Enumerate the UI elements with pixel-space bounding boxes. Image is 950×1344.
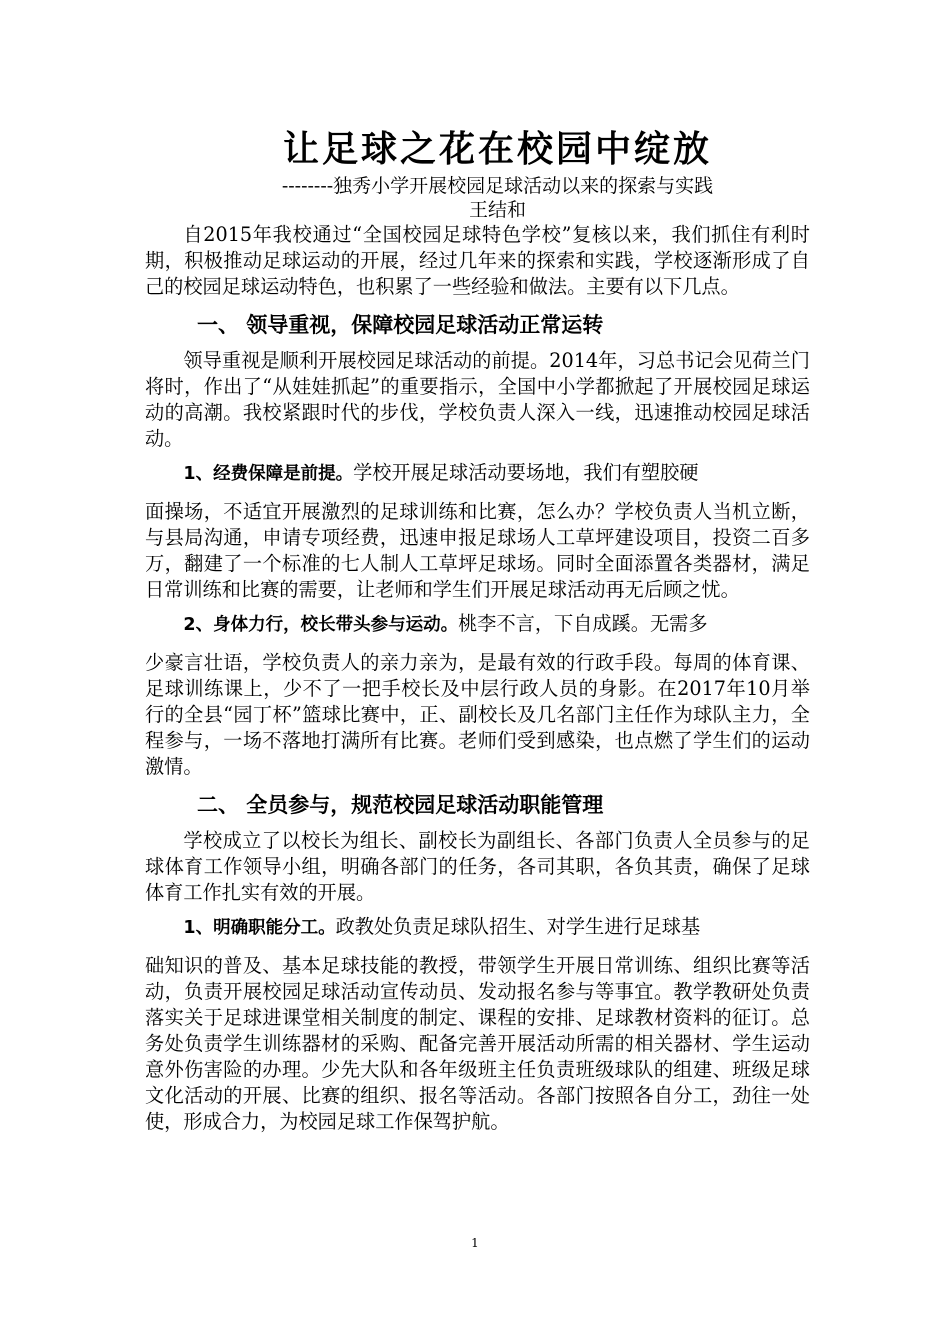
section-2-item-1-body: 础知识的普及、基本足球技能的教授，带领学生开展日常训练、组织比赛等活动，负责开展校园足球活动宣传动员、发动报名参与等事宜。教学教研处负责落实关于足球进课堂相关制度的制定、课程的安排、足球教材资料的征订。总务处负责学生训练器材的采购、配备完善开展活动所需的相关器材、学生运动意外伤害险的办理。少先大队和各年级班主任负责班级球队的组建、班级足球文化活动的开展、比赛的组织、报名等活动。各部门按照各自分工，劲往一处使，形成合力，为校园足球工作保驾护航。 [145,954,810,1133]
section-1-paragraph: 领导重视是顺利开展校园足球活动的前提。2014年，习总书记会见荷兰门将时，作出了“从娃娃抓起”的重要指示，全国中小学都掀起了开展校园足球运动的高潮。我校紧跟时代的步伐，学校负责人深入一线，迅速推动校园足球活动。 [145,349,810,450]
section-1-item-1-lead: 1、经费保障是前提。 [183,464,354,484]
intro-paragraph: 自2015年我校通过“全国校园足球特色学校”复核以来，我们抓住有利时期，积极推动足球运动的开展，经过几年来的探索和实践，学校逐渐形成了自己的校园足球运动特色，也积累了一些经验和做法。主要有以下几点。 [145,223,810,298]
section-2-item-1-first-text: 政教处负责足球队招生、对学生进行足球基 [335,915,701,938]
section-1-heading: 一、 领导重视，保障校园足球活动正常运转 [197,313,604,337]
section-1-item-1-body: 面操场，不适宜开展激烈的足球训练和比赛，怎么办？学校负责人当机立断，与县局沟通，申请专项经费，迅速申报足球场人工草坪建设项目，投资二百多万，翻建了一个标准的七人制人工草坪足球场。同时全面添置各类器材，满足日常训练和比赛的需要，让老师和学生们开展足球活动再无后顾之忧。 [145,500,810,601]
section-1-item-2-lead: 2、身体力行，校长带头参与运动。 [183,615,459,635]
section-1-item-2-first-line [145,611,810,638]
document-subtitle: --------独秀小学开展校园足球活动以来的探索与实践 [281,175,714,197]
section-1-item-2-first-text: 桃李不言，下自成蹊。无需多 [458,612,708,635]
section-2-item-1 [145,914,810,941]
section-2-item-1-first-line [145,914,810,941]
page-number: 1 [471,1236,479,1250]
document-body [145,128,810,1135]
section-2-paragraph: 学校成立了以校长为组长、副校长为副组长、各部门负责人全员参与的足球体育工作领导小组，明确各部门的任务，各司其职，各负其责，确保了足球体育工作扎实有效的开展。 [145,829,810,904]
section-1-item-2 [145,611,810,638]
section-1-item-1 [145,460,810,487]
section-1-item-2-body: 少豪言壮语，学校负责人的亲力亲为，是最有效的行政手段。每周的体育课、足球训练课上，少不了一把手校长及中层行政人员的身影。在2017年10月举行的全县“园丁杯”篮球比赛中，正、副校长及几名部门主任作为球队主力，全程参与，一场不落地打满所有比赛。老师们受到感染，也点燃了学生们的运动激情。 [145,651,810,778]
section-1-item-1-first-line [145,460,810,487]
section-2-heading: 二、 全员参与，规范校园足球活动职能管理 [197,793,604,817]
section-1-item-1-first-text: 学校开展足球活动要场地，我们有塑胶硬 [353,461,699,484]
document-title: 让足球之花在校园中绽放 [282,129,712,170]
section-2-item-1-lead: 1、明确职能分工。 [183,918,336,938]
document-author: 王结和 [468,199,526,221]
